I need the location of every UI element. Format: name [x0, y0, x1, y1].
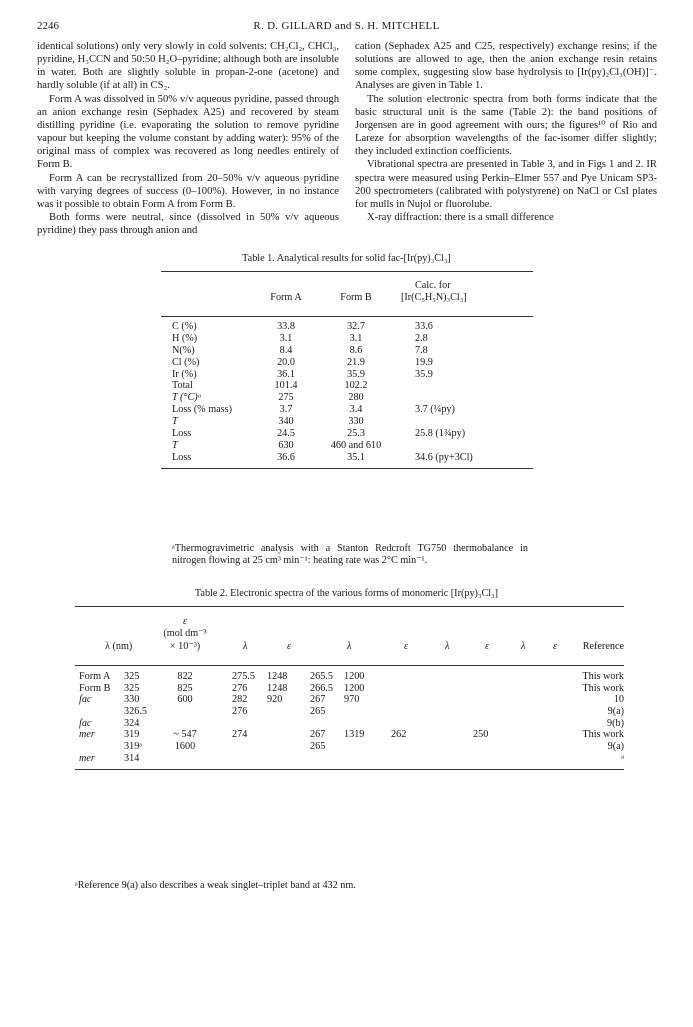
paragraph: The solution electronic spectra from both forms indicate that the basic structural unit is the same (Table 2): the band positions of Jorgensen are in good agreement with ours; the figures¹⁰ of Rio and Lareze for absorption wavelengths of the fac-isomer differ slightly; they included extinction coefficients. [355, 93, 657, 158]
table-cell: 33.6 [415, 321, 433, 332]
table-cell: 9(a) [607, 741, 624, 753]
table-row [75, 729, 624, 741]
table-cell: 340 [278, 416, 294, 428]
column-header: ε [404, 641, 409, 652]
column-header: λ [347, 641, 352, 652]
table-cell: 250 [473, 729, 489, 741]
table-cell: 282 [232, 694, 248, 706]
table-cell: This work [582, 729, 624, 741]
table-row [75, 671, 624, 683]
table-cell: 35.9 [347, 368, 365, 380]
column-header: Reference [582, 641, 624, 652]
table2-body [75, 666, 624, 769]
table-cell: H (%) [172, 332, 198, 344]
table-cell: 325 [124, 671, 140, 682]
column-header: [Ir(C₅H₅N)₃Cl₃] [401, 292, 467, 303]
table1-header [161, 272, 533, 316]
paragraph: Vibrational spectra are presented in Table 3, and in Figs 1 and 2. IR spectra were measured using Perkin–Elmer 557 and Pye Unicam SP3-200 spectrometers (calibrated with polystyrene) on NaCl or CsI plates for mulls in Nujol or fluorolube. [355, 159, 657, 210]
table-cell: 35.9 [415, 368, 433, 380]
table-row [161, 416, 533, 428]
table1 [161, 271, 533, 469]
page-number: 2246 [37, 20, 59, 32]
table-cell: 265 [310, 741, 326, 753]
table-row [161, 440, 533, 452]
table-cell: 1319 [344, 729, 365, 741]
paragraph: Both forms were neutral, since (dissolved in 50% v/v aqueous pyridine) they pass through anion and [37, 212, 339, 237]
table-cell: 35.1 [347, 451, 365, 463]
table-cell: 20.0 [277, 356, 295, 368]
table-cell: 9(b) [607, 717, 624, 729]
table-cell: fac [79, 694, 92, 706]
table-cell: 265.5 [310, 671, 333, 682]
table-cell: C (%) [172, 321, 197, 332]
table-cell: Total [172, 380, 193, 392]
column-header: Calc. for [415, 280, 451, 291]
table-cell: ᵃ [621, 752, 624, 764]
table-cell: 3.1 [279, 332, 293, 344]
column-header: × 10⁻³) [169, 641, 201, 652]
table-cell: 267 [310, 694, 326, 706]
table-cell: 25.3 [347, 428, 365, 440]
table-rule [75, 769, 624, 770]
table-cell: ~ 547 [173, 729, 197, 741]
table-row [161, 357, 533, 369]
table-row [161, 321, 533, 333]
column-header: ε [485, 641, 490, 652]
running-title: R. D. GILLARD and S. H. MITCHELL [253, 20, 440, 32]
table-cell: Loss (% mass) [172, 404, 232, 416]
table-cell: 24.5 [277, 428, 295, 440]
table-cell: 266.5 [310, 682, 333, 694]
table-row [161, 452, 533, 464]
table-cell: 10 [613, 694, 624, 706]
table-cell: 3.7 [279, 404, 293, 416]
paragraph: Form A was dissolved in 50% v/v aqueous pyridine, passed through an anion exchange resin (Sephadex A25) and recovered by steam distilling pyridine (i.e. evaporating the solution to remove pyridine vapour but keeping the volume constant by adding water): 95% of the original mass of complex was recovered as long needles entirely of Form B. [37, 93, 339, 171]
table-cell: 314 [124, 752, 140, 764]
column-header: ε [553, 641, 558, 652]
right-column [355, 40, 657, 224]
paragraph: identical solutions) only very slowly in cold solvents: CH₂Cl₂, CHCl₃, pyridine, H₃CCN and 50:50 H₂O–pyridine; although both are insoluble in water. Both are slightly soluble in propan-2-one (acetone) and hardly soluble (if at all) in CS₂. [37, 41, 339, 92]
table-cell: 276 [232, 682, 248, 694]
column-header: λ (nm) [105, 641, 133, 652]
table-cell: 8.6 [349, 344, 363, 356]
table-row [75, 706, 624, 718]
table-cell: 33.8 [277, 321, 295, 332]
table-row [161, 428, 533, 440]
table-cell: 275 [278, 392, 294, 404]
table-cell: 460 and 610 [330, 439, 382, 451]
table1-body [161, 317, 533, 468]
table-row [161, 369, 533, 381]
table-cell: 8.4 [279, 344, 293, 356]
table-cell: 1248 [267, 682, 288, 694]
table-row [75, 694, 624, 706]
column-header: λ [521, 641, 526, 652]
table2 [75, 606, 624, 770]
table-cell: 265 [310, 706, 326, 718]
table-row [161, 333, 533, 345]
table-cell: T (°C)ᵃ [172, 392, 202, 404]
column-header: ε [182, 616, 187, 627]
paragraph: Form A can be recrystallized from 20–50% v/v aqueous pyridine with varying degrees of success (0–100%). However, in no instance was it possible to obtain Form A from Form B. [37, 172, 339, 210]
left-column [37, 40, 339, 237]
table-cell: 102.2 [344, 380, 368, 392]
table-cell: fac [79, 717, 92, 729]
column-header: λ [445, 641, 450, 652]
paragraph: X-ray diffraction: there is a small difference [367, 212, 554, 224]
table-cell: Form B [79, 682, 111, 694]
table-cell: 262 [391, 729, 407, 741]
table-cell: 3.1 [349, 332, 363, 344]
table-cell: 36.6 [277, 451, 295, 463]
table-cell: 325 [124, 682, 140, 694]
table-row [161, 404, 533, 416]
column-header: Form B [340, 292, 372, 303]
table-cell: Cl (%) [172, 356, 200, 368]
running-head [37, 20, 656, 36]
table-cell: 7.8 [415, 344, 428, 356]
table-cell: 3.7 (¼py) [415, 404, 455, 416]
table-cell: mer [79, 729, 95, 741]
table-cell: 822 [177, 671, 193, 682]
table-cell: 1600 [174, 741, 196, 753]
table-cell: 1248 [267, 671, 288, 682]
table-cell: 21.9 [347, 356, 365, 368]
table-row [75, 683, 624, 695]
table-row [161, 345, 533, 357]
table-cell: 1200 [344, 671, 365, 682]
table-cell: 101.4 [274, 380, 298, 392]
table-cell: T [172, 439, 178, 451]
table1-footnote: ᵃThermogravimetric analysis with a Stanton Redcroft TG750 thermobalance in nitrogen flowing at 25 cm³ min⁻¹: heating rate was 2°C min⁻¹. [172, 543, 528, 566]
table-row [75, 741, 624, 753]
table-cell: 324 [124, 717, 140, 729]
table-row [75, 718, 624, 730]
table-cell: 25.8 (1¾py) [415, 428, 466, 440]
table-cell: 630 [278, 439, 294, 451]
table-cell: 34.6 (py+3Cl) [415, 451, 473, 463]
table-row [161, 392, 533, 404]
table-cell: 330 [124, 694, 140, 706]
table-rule [161, 468, 533, 469]
column-header: λ [243, 641, 248, 652]
table-cell: 280 [348, 392, 364, 404]
table-cell: 600 [177, 694, 193, 706]
table-cell: 275.5 [232, 671, 255, 682]
table2-header [75, 607, 624, 665]
table-cell: 825 [177, 682, 193, 694]
table-cell: 19.9 [415, 356, 433, 368]
table-cell: 319 [124, 729, 140, 741]
table-cell: 274 [232, 729, 248, 741]
table2-footnote: ᵃReference 9(a) also describes a weak singlet–triplet band at 432 nm. [75, 880, 356, 891]
paragraph: cation (Sephadex A25 and C25, respectively) exchange resins; if the solutions are allowed to age, then the anion exchange resin retains some complex, suggesting slow base hydrolysis to [Ir(py)₂Cl₃(OH)]⁻. Analyses are given in Table 1. [355, 41, 657, 92]
column-header: Form A [270, 292, 302, 303]
table-cell: Form A [79, 671, 111, 682]
table-cell: This work [582, 671, 624, 682]
table-cell: 3.4 [349, 404, 363, 416]
table-cell: 319ᵃ [124, 741, 143, 753]
table-cell: Loss [172, 451, 192, 463]
table-row [75, 753, 624, 765]
table-cell: 9(a) [607, 706, 624, 718]
table-cell: 330 [348, 416, 364, 428]
table1-caption: Table 1. Analytical results for solid fac-[Ir(py)₃Cl₃] [242, 253, 451, 264]
table-cell: 970 [344, 694, 360, 706]
table-cell: Loss [172, 428, 192, 440]
table2-caption: Table 2. Electronic spectra of the various forms of monomeric [Ir(py)₃Cl₃] [194, 588, 499, 599]
table-cell: This work [582, 682, 624, 694]
table-cell: 267 [310, 729, 326, 741]
table-cell: 276 [232, 706, 248, 718]
table-cell: Ir (%) [172, 368, 197, 380]
column-header: ε [287, 641, 292, 652]
table-cell: mer [79, 752, 95, 764]
table-cell: N(%) [172, 344, 195, 356]
column-header: (mol dm⁻³ [163, 628, 207, 639]
table-cell: 2.8 [415, 332, 428, 344]
table-cell: 326.5 [124, 706, 147, 718]
table-cell: 32.7 [347, 321, 365, 332]
body-text [37, 40, 657, 237]
table-cell: 920 [267, 694, 283, 706]
table-cell: T [172, 416, 178, 428]
table-cell: 36.1 [277, 368, 295, 380]
table-cell: 1200 [344, 682, 365, 694]
table-row [161, 380, 533, 392]
